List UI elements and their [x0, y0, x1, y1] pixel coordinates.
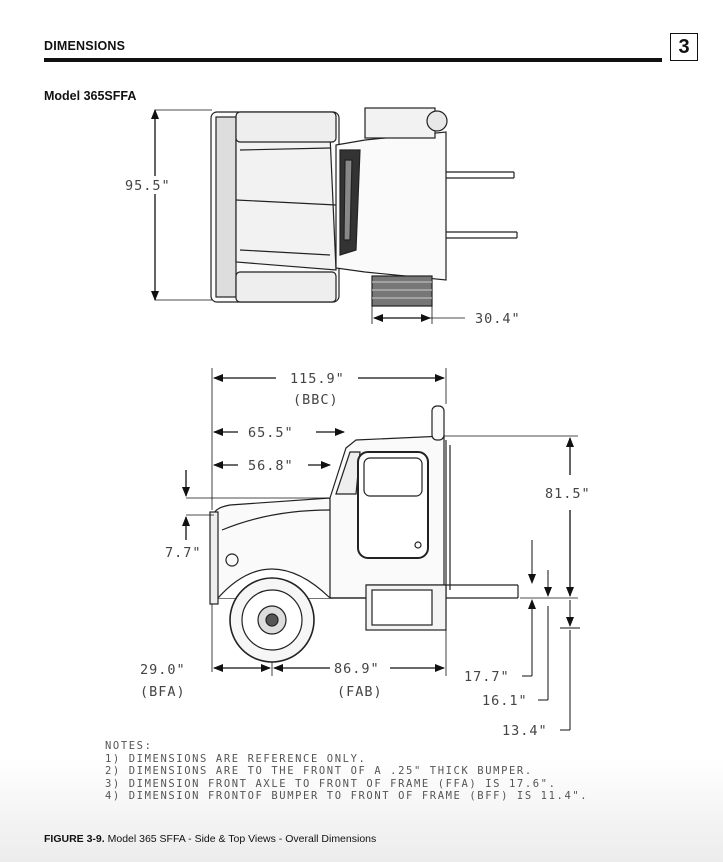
- top-offset-dimension: [372, 305, 521, 327]
- dim-161-label: 16.1": [482, 693, 528, 709]
- bfa-label: 29.0": [140, 662, 186, 678]
- note-item: 1) DIMENSIONS ARE REFERENCE ONLY.: [105, 752, 367, 765]
- side-view-truck: [210, 406, 518, 662]
- fab-sub: (FAB): [337, 684, 383, 700]
- figure-label: FIGURE 3-9.: [44, 833, 105, 845]
- note-item: 3) DIMENSION FRONT AXLE TO FRONT OF FRAME (FFA) IS 17.6".: [105, 777, 557, 790]
- notes-heading: NOTES:: [105, 740, 153, 752]
- dim-77-label: 7.7": [165, 545, 202, 561]
- figure-caption: [44, 833, 376, 845]
- dim-56-label: 56.8": [248, 458, 294, 474]
- top-width-label: 95.5": [125, 178, 171, 194]
- dim-65-label: 65.5": [248, 425, 294, 441]
- dim-177-label: 17.7": [464, 669, 510, 685]
- top-view-truck: [211, 108, 517, 306]
- note-item: 2) DIMENSIONS ARE TO THE FRONT OF A .25" THICK BUMPER.: [105, 765, 533, 778]
- figure-caption-text: Model 365 SFFA - Side & Top Views - Overall Dimensions: [104, 833, 377, 845]
- height-label: 81.5": [545, 486, 591, 502]
- dim-65-5: [214, 425, 344, 441]
- top-offset-label: 30.4": [475, 311, 521, 327]
- clearance-dims: [522, 540, 580, 730]
- bbc-sub: (BBC): [293, 392, 339, 408]
- section-title: DIMENSIONS: [44, 39, 126, 53]
- dim-134-label: 13.4": [502, 723, 548, 739]
- model-title: Model 365SFFA: [44, 89, 137, 103]
- section-number-box: 3: [670, 33, 698, 61]
- dim-56-8: [214, 458, 330, 474]
- bbc-label: 115.9": [290, 371, 345, 387]
- note-item: 4) DIMENSION FRONTOF BUMPER TO FRONT OF FRAME (BFF) IS 11.4".: [105, 790, 589, 803]
- notes-block: [105, 740, 588, 803]
- height-dimension: [444, 436, 591, 598]
- bfa-sub: (BFA): [140, 684, 186, 700]
- fab-label: 86.9": [334, 661, 380, 677]
- top-width-dimension: [120, 110, 212, 300]
